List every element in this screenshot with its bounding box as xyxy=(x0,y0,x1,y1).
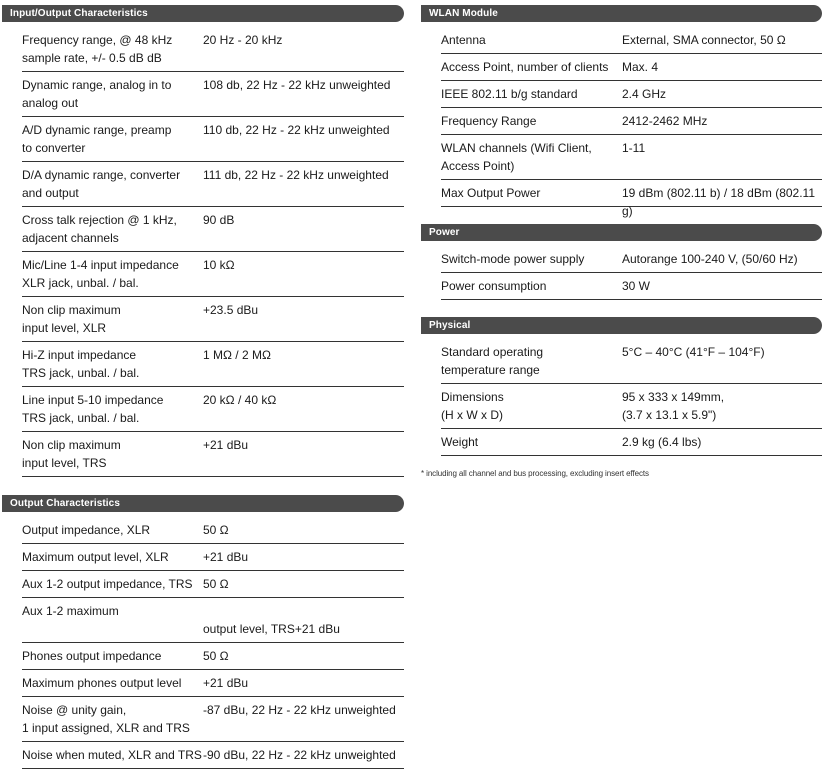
spec-row xyxy=(22,517,404,544)
spec-label: Access Point, number of clients xyxy=(441,60,609,74)
spec-value: 108 db, 22 Hz - 22 kHz unweighted xyxy=(203,78,391,92)
spec-row xyxy=(441,273,822,300)
spec-row xyxy=(441,54,822,81)
spec-label: D/A dynamic range, converter and output xyxy=(22,168,181,200)
spec-value: 20 Hz - 20 kHz xyxy=(203,33,283,47)
spec-value: 5°C – 40°C (41°F – 104°F) xyxy=(622,345,765,359)
spec-rows-physical xyxy=(421,334,822,456)
spec-row xyxy=(22,252,404,297)
spec-label: Non clip maximum input level, XLR xyxy=(22,303,121,335)
spec-label: Maximum output level, XLR xyxy=(22,550,169,564)
spec-value: 10 kΩ xyxy=(203,258,235,272)
spec-value: 19 dBm (802.11 b) / 18 dBm (802.11 g) xyxy=(622,186,816,218)
spec-value: +21 dBu xyxy=(203,550,249,564)
spec-rows-io xyxy=(2,22,404,477)
spec-label: Standard operating temperature range xyxy=(441,345,544,377)
spec-value: 1-11 xyxy=(622,141,646,155)
spec-label: Antenna xyxy=(441,33,486,47)
spec-label: Dimensions (H x W x D) xyxy=(441,390,504,422)
power-section xyxy=(421,224,822,300)
spec-label: Noise @ unity gain, 1 input assigned, XLR and TRS xyxy=(22,703,190,735)
spec-label: Noise when muted, XLR and TRS xyxy=(22,748,202,762)
spec-label: Cross talk rejection @ 1 kHz, adjacent channels xyxy=(22,213,177,245)
spec-row xyxy=(441,180,822,218)
spec-rows-power xyxy=(421,241,822,300)
physical-section xyxy=(421,317,822,456)
spec-label: A/D dynamic range, preamp to converter xyxy=(22,123,172,155)
spec-row xyxy=(22,598,404,643)
section-header-wlan: WLAN Module xyxy=(421,5,822,22)
spec-value: Autorange 100-240 V, (50/60 Hz) xyxy=(622,252,798,266)
right-column xyxy=(421,5,822,478)
section-gap xyxy=(2,477,404,495)
spec-row xyxy=(441,81,822,108)
spec-value: 90 dB xyxy=(203,213,235,227)
spec-row xyxy=(441,384,822,429)
spec-row xyxy=(441,108,822,135)
spec-label: Maximum phones output level xyxy=(22,676,182,690)
spec-label: Frequency Range xyxy=(441,114,537,128)
spec-value: 110 db, 22 Hz - 22 kHz unweighted xyxy=(203,123,390,137)
spec-row xyxy=(22,72,404,117)
spec-row xyxy=(441,27,822,54)
spec-row xyxy=(22,742,404,769)
spec-row xyxy=(22,697,404,742)
spec-row xyxy=(22,387,404,432)
spec-value: 50 Ω xyxy=(203,577,229,591)
spec-value: Max. 4 xyxy=(622,60,659,74)
section-header-io: Input/Output Characteristics xyxy=(2,5,404,22)
spec-value: 20 kΩ / 40 kΩ xyxy=(203,393,277,407)
spec-label: Weight xyxy=(441,435,479,449)
spec-label: Max Output Power xyxy=(441,186,541,200)
spec-value: External, SMA connector, 50 Ω xyxy=(622,33,786,47)
spec-label: Non clip maximum input level, TRS xyxy=(22,438,121,470)
section-header-physical: Physical xyxy=(421,317,822,334)
wlan-module-section xyxy=(421,5,822,218)
spec-row xyxy=(22,643,404,670)
spec-label: Frequency range, @ 48 kHz sample rate, +/- 0.5 dB dB xyxy=(22,33,173,65)
spec-value: 111 db, 22 Hz - 22 kHz unweighted xyxy=(203,168,389,182)
spec-value: 2.4 GHz xyxy=(622,87,667,101)
spec-label: Power consumption xyxy=(441,279,547,293)
section-gap xyxy=(421,300,822,317)
spec-rows-wlan xyxy=(421,22,822,218)
spec-row xyxy=(22,544,404,571)
spec-row xyxy=(22,207,404,252)
footnote: * including all channel and bus processing, excluding insert effects xyxy=(421,469,649,478)
spec-label: Mic/Line 1-4 input impedance XLR jack, unbal. / bal. xyxy=(22,258,179,290)
spec-row xyxy=(22,571,404,598)
spec-label: Line input 5-10 impedance TRS jack, unbal. / bal. xyxy=(22,393,164,425)
spec-row xyxy=(22,117,404,162)
spec-value: output level, TRS+21 dBu xyxy=(203,622,340,636)
spec-label: Aux 1-2 output impedance, TRS xyxy=(22,577,193,591)
spec-value: -87 dBu, 22 Hz - 22 kHz unweighted xyxy=(203,703,396,717)
spec-value: 2412-2462 MHz xyxy=(622,114,708,128)
spec-row xyxy=(22,27,404,72)
spec-row xyxy=(22,162,404,207)
spec-label: WLAN channels (Wifi Client, Access Point) xyxy=(441,141,592,173)
section-header-output: Output Characteristics xyxy=(2,495,404,512)
spec-rows-output xyxy=(2,512,404,769)
section-header-power: Power xyxy=(421,224,822,241)
spec-row xyxy=(22,342,404,387)
spec-row xyxy=(441,246,822,273)
spec-label: Hi-Z input impedance TRS jack, unbal. / bal. xyxy=(22,348,140,380)
spec-value: 2.9 kg (6.4 lbs) xyxy=(622,435,702,449)
io-characteristics-section xyxy=(2,5,404,477)
spec-value: 50 Ω xyxy=(203,649,229,663)
spec-label: Output impedance, XLR xyxy=(22,523,151,537)
spec-value: +23.5 dBu xyxy=(203,303,259,317)
spec-value: +21 dBu xyxy=(203,438,249,452)
spec-label: Switch-mode power supply xyxy=(441,252,585,266)
spec-value: -90 dBu, 22 Hz - 22 kHz unweighted xyxy=(203,748,396,762)
spec-row xyxy=(22,297,404,342)
spec-value: +21 dBu xyxy=(203,676,249,690)
spec-row xyxy=(22,432,404,477)
left-column xyxy=(2,5,404,769)
spec-value: 30 W xyxy=(622,279,651,293)
spec-label: IEEE 802.11 b/g standard xyxy=(441,87,578,101)
spec-label: Phones output impedance xyxy=(22,649,162,663)
spec-value: 1 MΩ / 2 MΩ xyxy=(203,348,271,362)
spec-value: 50 Ω xyxy=(203,523,229,537)
spec-row xyxy=(441,339,822,384)
spec-row xyxy=(441,429,822,456)
spec-value: 95 x 333 x 149mm, (3.7 x 13.1 x 5.9") xyxy=(622,390,725,422)
output-characteristics-section xyxy=(2,495,404,769)
spec-row xyxy=(441,135,822,180)
spec-label: Dynamic range, analog in to analog out xyxy=(22,78,172,110)
spec-label: Aux 1-2 maximum xyxy=(22,604,119,618)
spec-row xyxy=(22,670,404,697)
